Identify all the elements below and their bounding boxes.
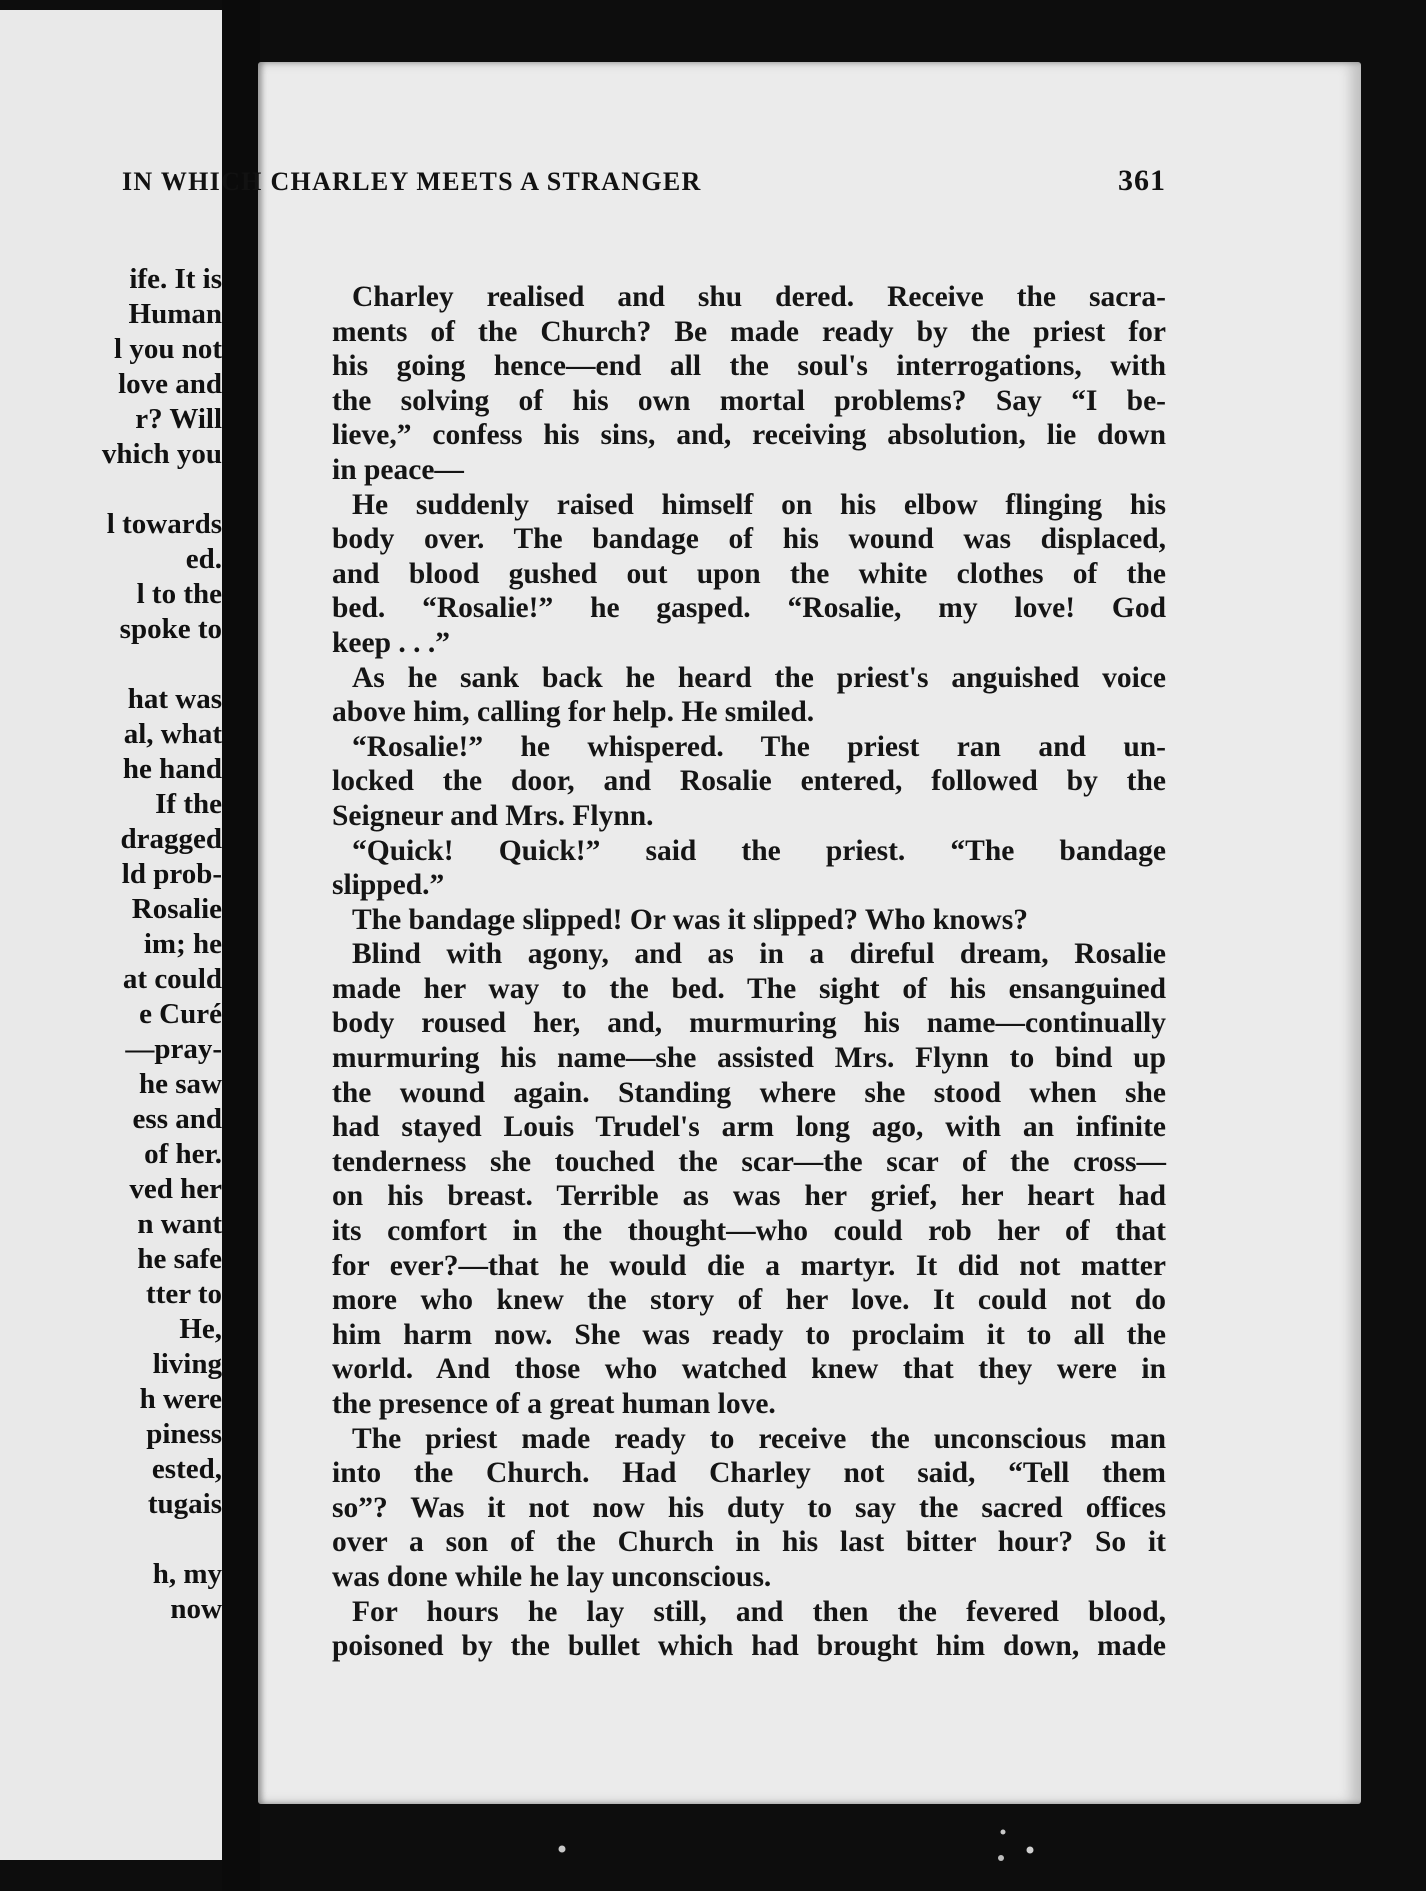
text-line: locked the door, and Rosalie entered, followed by the: [332, 765, 1166, 798]
text-line: body over. The bandage of his wound was displaced,: [332, 523, 1166, 556]
facing-page-line: If the: [155, 788, 222, 820]
facing-page: [0, 10, 222, 1860]
text-line: For hours he lay still, and then the fevered blood,: [352, 1595, 1166, 1628]
facing-page-line: ess and: [132, 1103, 222, 1135]
facing-page-line: he hand: [122, 753, 222, 785]
facing-page-line: e Curé: [139, 998, 222, 1030]
text-line: the solving of his own mortal problems? Say “I be-: [332, 384, 1166, 417]
text-line: As he sank back he heard the priest's anguished voice: [352, 661, 1166, 694]
facing-page-line: he saw: [139, 1068, 222, 1100]
facing-page-line: l towards: [106, 508, 222, 540]
text-line: ments of the Church? Be made ready by the priest for: [332, 315, 1166, 348]
text-line: above him, calling for help. He smiled.: [332, 696, 815, 729]
facing-page-line: of her.: [144, 1138, 222, 1170]
text-line: “Quick! Quick!” said the priest. “The bandage: [352, 834, 1166, 867]
text-line: lieve,” confess his sins, and, receiving absolution, lie down: [332, 419, 1166, 452]
text-line: for ever?—that he would die a martyr. It did not matter: [332, 1249, 1166, 1282]
facing-page-line: He,: [179, 1313, 222, 1345]
running-head: [122, 164, 1166, 198]
text-line: his going hence—end all the soul's interrogations, with: [332, 350, 1166, 383]
facing-page-line: ld prob-: [121, 858, 222, 890]
text-line: the wound again. Standing where she stood when she: [332, 1076, 1166, 1109]
body-text: [332, 280, 1166, 1664]
text-line: keep . . .”: [332, 626, 450, 659]
text-line: on his breast. Terrible as was her grief, her heart had: [332, 1180, 1166, 1213]
text-line: murmuring his name—she assisted Mrs. Flynn to bind up: [332, 1042, 1166, 1075]
text-line: its comfort in the thought—who could rob her of that: [332, 1215, 1166, 1248]
facing-page-line: —pray-: [125, 1033, 222, 1065]
facing-page-line: Human: [128, 298, 222, 330]
facing-page-line: ved her: [129, 1173, 222, 1205]
facing-page-line: dragged: [120, 823, 222, 855]
page-number: 361: [1118, 164, 1166, 197]
text-line: world. And those who watched knew that they were in: [332, 1353, 1166, 1386]
facing-page-line: tugais: [147, 1488, 222, 1520]
facing-page-line: hat was: [127, 683, 222, 715]
facing-page-line: ed.: [185, 543, 222, 575]
text-line: slipped.”: [332, 869, 445, 902]
text-line: bed. “Rosalie!” he gasped. “Rosalie, my love! God: [332, 592, 1166, 625]
facing-page-line: h were: [139, 1383, 222, 1415]
facing-page-line: piness: [146, 1418, 222, 1450]
facing-page-line: love and: [118, 368, 222, 400]
facing-page-line: vhich you: [101, 438, 222, 470]
text-line: The priest made ready to receive the unconscious man: [352, 1422, 1166, 1455]
text-line: him harm now. She was ready to proclaim it to all the: [332, 1318, 1166, 1351]
text-line: He suddenly raised himself on his elbow flinging his: [352, 488, 1166, 521]
facing-page-line: ife. It is: [129, 263, 222, 295]
text-line: more who knew the story of her love. It could not do: [332, 1284, 1166, 1317]
facing-page-line: Rosalie: [131, 893, 222, 925]
text-line: in peace—: [332, 453, 464, 486]
facing-page-line: tter to: [146, 1278, 222, 1310]
text-line: The bandage slipped! Or was it slipped? Who knows?: [352, 903, 1028, 936]
facing-page-line: he safe: [137, 1243, 222, 1275]
text-line: tenderness she touched the scar—the scar of the cross—: [332, 1145, 1166, 1178]
facing-page-line: l you not: [114, 333, 222, 365]
facing-page-line: ested,: [151, 1453, 222, 1485]
text-line: body roused her, and, murmuring his name—continually: [332, 1007, 1166, 1040]
text-line: poisoned by the bullet which had brought him down, made: [332, 1630, 1166, 1663]
facing-page-line: at could: [122, 963, 222, 995]
facing-page-line: spoke to: [119, 613, 222, 645]
text-line: was done while he lay unconscious.: [332, 1560, 772, 1593]
facing-page-line: l to the: [136, 578, 222, 610]
text-line: made her way to the bed. The sight of his ensanguined: [332, 972, 1166, 1005]
running-head-title: IN WHICH CHARLEY MEETS A STRANGER: [122, 167, 702, 196]
text-line: the presence of a great human love.: [332, 1388, 776, 1420]
facing-page-line: im; he: [143, 928, 222, 960]
text-line: Charley realised and shu dered. Receive the sacra-: [352, 281, 1166, 313]
text-line: “Rosalie!” he whispered. The priest ran and un-: [352, 730, 1166, 763]
text-line: over a son of the Church in his last bitter hour? So it: [332, 1526, 1166, 1559]
text-line: into the Church. Had Charley not said, “Tell them: [332, 1457, 1166, 1490]
facing-page-line: now: [170, 1593, 222, 1625]
text-line: Blind with agony, and as in a direful dream, Rosalie: [352, 938, 1166, 971]
facing-page-line: living: [152, 1348, 222, 1380]
facing-page-line: h, my: [152, 1558, 222, 1590]
text-line: Seigneur and Mrs. Flynn.: [332, 799, 654, 832]
text-line: and blood gushed out upon the white clothes of the: [332, 557, 1166, 590]
page-specks: [0, 1806, 1426, 1891]
book-gutter: [222, 0, 260, 1891]
text-line: had stayed Louis Trudel's arm long ago, with an infinite: [332, 1111, 1166, 1144]
text-line: so”? Was it not now his duty to say the sacred offices: [332, 1491, 1166, 1524]
facing-page-line: r? Will: [135, 403, 222, 435]
facing-page-line: n want: [137, 1208, 222, 1240]
facing-page-line: al, what: [123, 718, 222, 750]
